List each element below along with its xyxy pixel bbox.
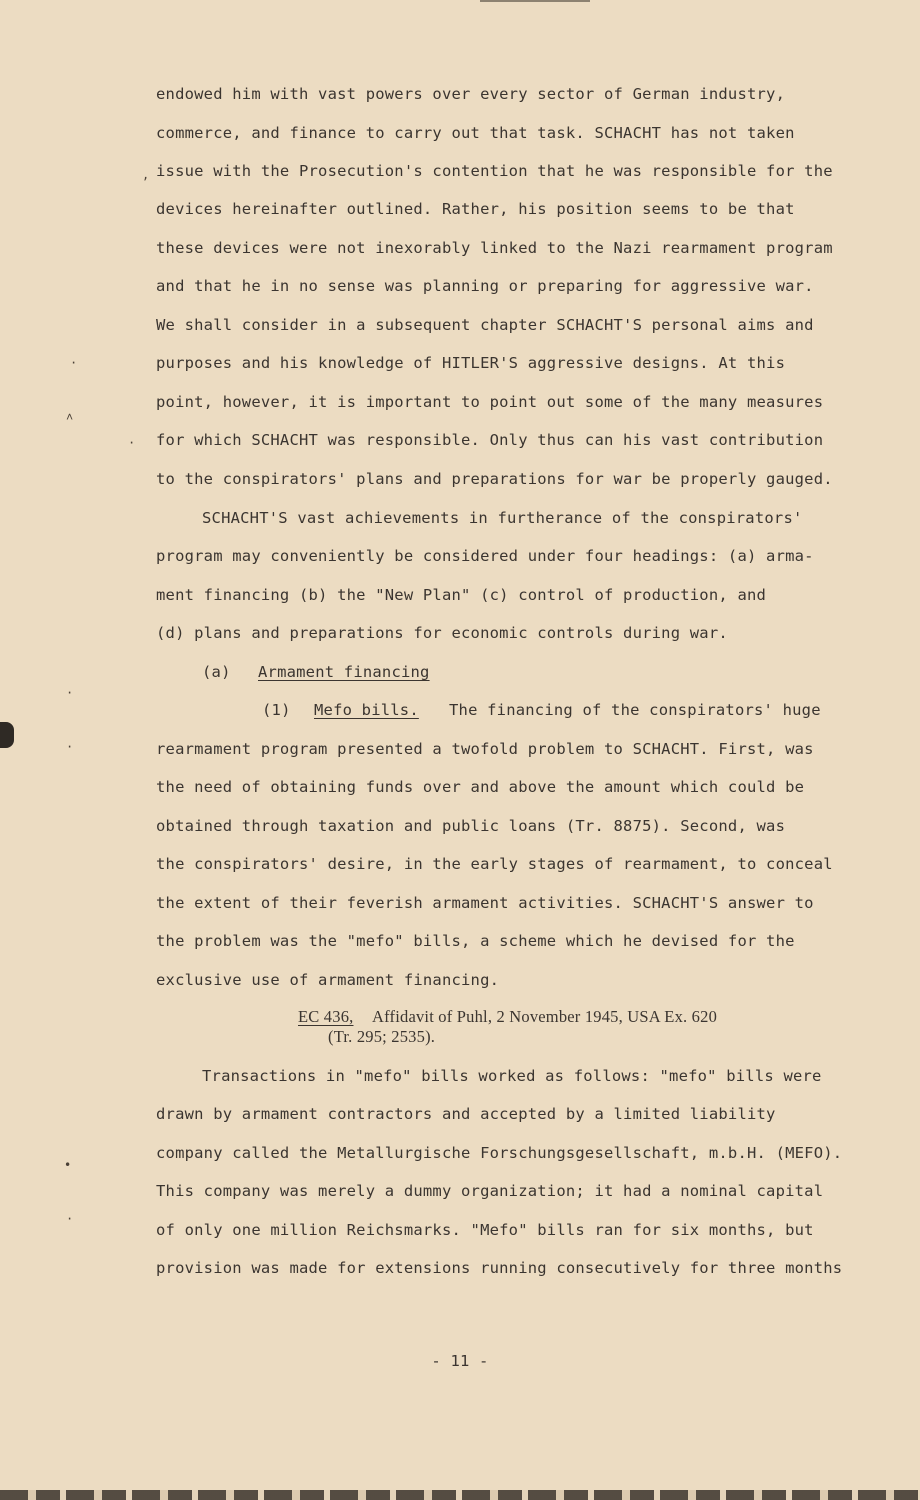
- subsection-heading: Mefo bills.: [314, 701, 419, 719]
- text-line: company called the Metallurgische Forschungsgesellschaft, m.b.H. (MEFO).: [156, 1144, 843, 1162]
- text-line: The financing of the conspirators' huge: [449, 701, 821, 719]
- text-line: This company was merely a dummy organization; it had a nominal capital: [156, 1182, 824, 1200]
- text-line: point, however, it is important to point out some of the many measures: [156, 393, 824, 411]
- text-line: exclusive use of armament financing.: [156, 971, 500, 989]
- text-line: these devices were not inexorably linked to the Nazi rearmament program: [156, 239, 833, 257]
- citation-text: Affidavit of Puhl, 2 November 1945, USA Ex. 620: [372, 1007, 718, 1026]
- citation-ref: EC 436,: [298, 1007, 354, 1026]
- page-number: - 11 -: [431, 1352, 489, 1370]
- margin-dot: ·: [66, 1212, 74, 1226]
- margin-dot: •: [64, 1158, 72, 1172]
- margin-dot: ˄: [66, 410, 74, 424]
- text-line: rearmament program presented a twofold problem to SCHACHT. First, was: [156, 740, 814, 758]
- section-heading: Armament financing: [258, 663, 430, 681]
- text-line: ment financing (b) the "New Plan" (c) control of production, and: [156, 586, 767, 604]
- text-line: SCHACHT'S vast achievements in furtherance of the conspirators': [202, 509, 803, 527]
- text-line: and that he in no sense was planning or preparing for aggressive war.: [156, 277, 814, 295]
- text-line: Transactions in "mefo" bills worked as follows: "mefo" bills were: [202, 1067, 822, 1085]
- text-line: the need of obtaining funds over and above the amount which could be: [156, 778, 805, 796]
- text-line: drawn by armament contractors and accepted by a limited liability: [156, 1105, 776, 1123]
- text-line: for which SCHACHT was responsible. Only thus can his vast contribution: [156, 431, 824, 449]
- text-line: purposes and his knowledge of HITLER'S aggressive designs. At this: [156, 354, 786, 372]
- citation-text: (Tr. 295; 2535).: [328, 1027, 436, 1046]
- text-line: program may conveniently be considered under four headings: (a) arma-: [156, 547, 814, 565]
- margin-dot: ,: [142, 168, 150, 182]
- text-line: the conspirators' desire, in the early stages of rearmament, to conceal: [156, 855, 833, 873]
- margin-dot: ·: [66, 686, 74, 700]
- text-line: endowed him with vast powers over every sector of German industry,: [156, 85, 786, 103]
- margin-dot: ·: [128, 436, 136, 450]
- bottom-edge: [0, 1490, 920, 1500]
- subsection-label: (1): [262, 701, 291, 719]
- margin-dot: ·: [66, 740, 74, 754]
- text-line: of only one million Reichsmarks. "Mefo" bills ran for six months, but: [156, 1221, 814, 1239]
- text-line: devices hereinafter outlined. Rather, his position seems to be that: [156, 200, 795, 218]
- top-edge-mark: [480, 0, 590, 2]
- text-line: obtained through taxation and public loans (Tr. 8875). Second, was: [156, 817, 786, 835]
- margin-dot: ·: [70, 356, 78, 370]
- text-line: commerce, and finance to carry out that task. SCHACHT has not taken: [156, 124, 795, 142]
- text-line: provision was made for extensions running consecutively for three months: [156, 1259, 843, 1277]
- text-line: the extent of their feverish armament activities. SCHACHT'S answer to: [156, 894, 814, 912]
- text-line: (d) plans and preparations for economic controls during war.: [156, 624, 728, 642]
- text-line: issue with the Prosecution's contention that he was responsible for the: [156, 162, 833, 180]
- text-line: the problem was the "mefo" bills, a scheme which he devised for the: [156, 932, 795, 950]
- text-line: to the conspirators' plans and preparations for war be properly gauged.: [156, 470, 833, 488]
- text-line: We shall consider in a subsequent chapter SCHACHT'S personal aims and: [156, 316, 814, 334]
- binding-clip: [0, 722, 14, 748]
- section-label: (a): [202, 663, 231, 681]
